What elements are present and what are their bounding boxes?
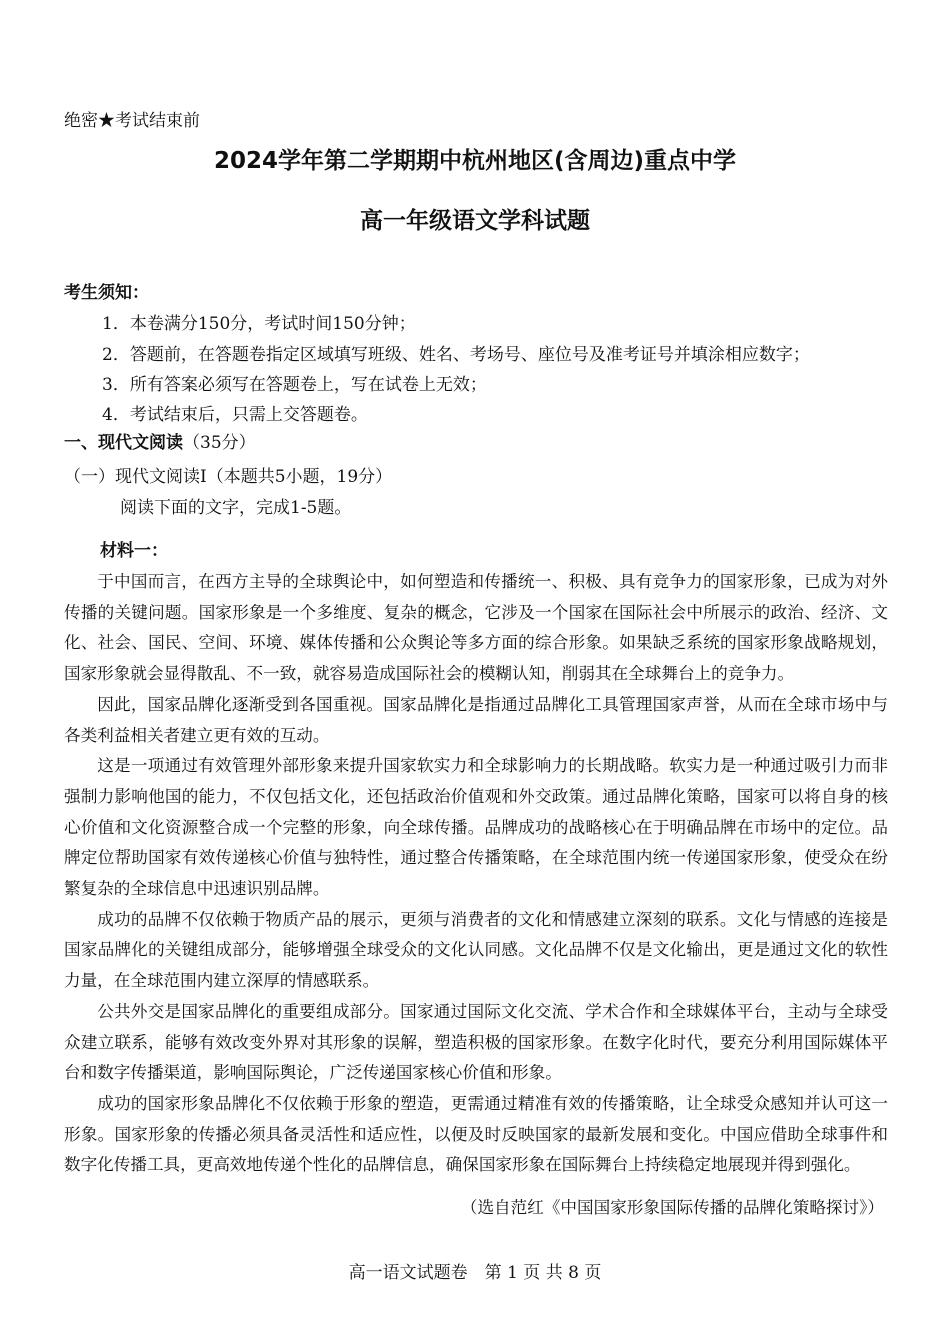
reading-instruction: 阅读下面的文字，完成1-5题。 (120, 498, 352, 518)
section-heading (64, 428, 256, 453)
notice-item: 2．答题前，在答题卷指定区域填写班级、姓名、考场号、座位号及准考证号并填涂相应数字； (102, 345, 810, 365)
material-paragraph: 这是一项通过有效管理外部形象来提升国家软实力和全球影响力的长期战略。软实力是一种通过吸引力而非强制力影响他国的能力，不仅包括文化，还包括政治价值观和外交政策。通过品牌化策略，国家可以将自身的核心价值和文化资源整合成一个完整的形象，向全球传播。品牌成功的战略核心在于明确品牌在市场中的定位。品牌定位帮助国家有效传递核心价值与独特性，通过整合传播策略，在全球范围内统一传递国家形象，使受众在纷繁复杂的全球信息中迅速识别品牌。 (64, 756, 888, 899)
section-title: 一、现代文阅读 (64, 433, 183, 453)
sub-section-heading: （一）现代文阅读Ⅰ（本题共5小题，19分） (64, 467, 393, 487)
notice-item: 4．考试结束后，只需上交答题卷。 (102, 405, 368, 425)
material-paragraph: 于中国而言，在西方主导的全球舆论中，如何塑造和传播统一、积极、具有竞争力的国家形象，已成为对外传播的关键问题。国家形象是一个多维度、复杂的概念，它涉及一个国家在国际社会中所展示的政治、经济、文化、社会、国民、空间、环境、媒体传播和公众舆论等多方面的综合形象。如果缺乏系统的国家形象战略规划，国家形象就会显得散乱、不一致，就容易造成国际社会的模糊认知，削弱其在全球舞台上的竞争力。 (64, 572, 888, 684)
secret-label: 绝密★考试结束前 (64, 111, 200, 131)
section-score: （35分） (183, 433, 256, 453)
exam-subtitle: 高一年级语文学科试题 (360, 208, 590, 234)
notice-item: 3．所有答案必须写在答题卷上，写在试卷上无效； (102, 375, 487, 395)
material-paragraph: 成功的国家形象品牌化不仅依赖于形象的塑造，更需通过精准有效的传播策略，让全球受众感知并认可这一形象。国家形象的传播必须具备灵活性和适应性，以便及时反映国家的最新发展和变化。中国应借助全球事件和数字化传播工具，更高效地传递个性化的品牌信息，确保国家形象在国际舞台上持续稳定地展现并得到强化。 (64, 1093, 888, 1175)
material-paragraph: 成功的品牌不仅依赖于物质产品的展示，更须与消费者的文化和情感建立深刻的联系。文化与情感的连接是国家品牌化的关键组成部分，能够增强全球受众的文化认同感。文化品牌不仅是文化输出，更是通过文化的软性力量，在全球范围内建立深厚的情感联系。 (64, 909, 888, 991)
exam-title: 2024学年第二学期期中杭州地区(含周边)重点中学 (213, 148, 737, 174)
material-paragraph: 公共外交是国家品牌化的重要组成部分。国家通过国际文化交流、学术合作和全球媒体平台，主动与全球受众建立联系，能够有效改变外界对其形象的误解，塑造积极的国家形象。在数字化时代，要充分利用国际媒体平台和数字传播渠道，影响国际舆论，广泛传递国家核心价值和形象。 (64, 1001, 888, 1083)
notice-item: 1．本卷满分150分，考试时间150分钟； (102, 314, 416, 334)
page-footer: 高一语文试题卷 第 1 页 共 8 页 (348, 1263, 602, 1283)
material-heading: 材料一： (100, 541, 168, 561)
material-source: （选自范红《中国国家形象国际传播的品牌化策略探讨》） (460, 1198, 884, 1217)
material-paragraph: 因此，国家品牌化逐渐受到各国重视。国家品牌化是指通过品牌化工具管理国家声誉，从而在全球市场中与各类利益相关者建立更有效的互动。 (64, 694, 888, 745)
notice-heading: 考生须知： (64, 283, 149, 303)
material-body (64, 567, 888, 1181)
